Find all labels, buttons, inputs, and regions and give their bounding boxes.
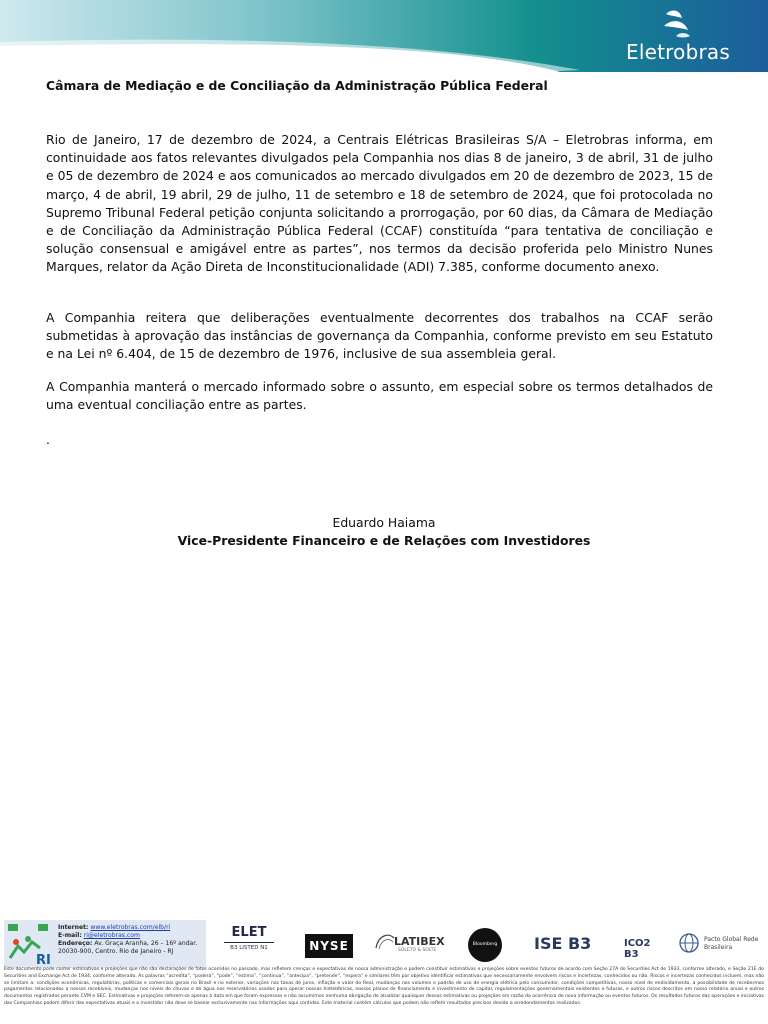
ri-logo [6, 922, 52, 966]
email-label: E-mail: [58, 932, 82, 939]
pacto-global-badge [678, 930, 762, 966]
contact-info [58, 924, 206, 956]
eletrobras-logo [598, 6, 758, 66]
bloomberg-badge [468, 928, 502, 962]
address-text: Av. Graça Aranha, 26 – 16º andar. 20030-900, Centro. Rio de Janeiro - RJ [58, 940, 198, 955]
paragraph-1: Rio de Janeiro, 17 de dezembro de 2024, a Centrais Elétricas Brasileiras S/A – Eletrobras informa, em continuidade aos fatos relevantes divulgados pela Companhia nos dias 8 de janeiro, 3 de abril, 31 de julho e 05 de dezembro de 2024 e aos comunicados ao mercado divulgados em 20 de dezembro de 2023, 15 de março, 4 de abril, 19 abril, 29 de julho, 11 de setembro e 18 de setembro de 2024, que foi protocolada no Supremo Tribunal Federal petição conjunta solicitando a prorrogação, por 60 dias, da Câmara de Mediação e de Conciliação da Administração Pública Federal (CCAF) constituída “para tentativa de conciliação e solução consensual e amigável entre as partes”, nos termos da decisão proferida pelo Ministro Nunes Marques, relator da Ação Direta de Inconstitucionalidade (ADI) 7.385, conforme documento anexo. [46, 132, 713, 275]
latibex-icon [374, 930, 396, 952]
latibex-text: LATIBEX [394, 935, 445, 948]
brand-name: Eletrobras [626, 40, 730, 64]
ise-text: ISE B3 [534, 934, 592, 953]
globe-icon [678, 932, 700, 954]
trailing-mark: . [46, 432, 50, 447]
pacto-text: Pacto Global Rede Brasileira [704, 936, 759, 951]
paragraph-3: A Companhia manterá o mercado informado sobre o assunto, em especial sobre os termos detalhados de uma eventual conciliação entre as partes. [46, 379, 713, 413]
document-title: Câmara de Mediação e de Conciliação da Administração Pública Federal [46, 78, 548, 93]
elet-badge [218, 926, 280, 962]
elet-text: ELET [231, 925, 267, 940]
ico2-text: ICO2 B3 [624, 938, 651, 960]
email-link[interactable]: ri@eletrobras.com [83, 932, 140, 939]
ri-text: RI [36, 953, 51, 966]
ise-badge [534, 934, 598, 970]
address-label: Endereço: [58, 940, 93, 947]
nyse-badge [305, 934, 353, 958]
elet-sub: B3 LISTED N1 [230, 945, 268, 951]
bloomberg-text: Bloomberg [472, 942, 498, 947]
nyse-text: NYSE [309, 939, 349, 953]
internet-label: Internet: [58, 924, 89, 931]
paragraph-2: A Companhia reitera que deliberações eventualmente decorrentes dos trabalhos na CCAF serão submetidas à aprovação das instâncias de governança da Companhia, conforme previsto em seu Estatuto e na Lei nº 6.404, de 15 de dezembro de 1976, inclusive de sua assembleia geral. [46, 310, 713, 362]
internet-link[interactable]: www.eletrobras.com/elb/ri [90, 924, 171, 931]
legal-disclaimer: Este documento pode conter estimativas e projeções que não são declarações de fatos ocorridos no passado, mas refletem crenças e expectativas de nossa administração e podem constituir estimativas e projeções sobre eventos futuros de acordo com Seção 27A do Securities Act de 1933, conforme alterado, e Seção 21E do Securities and Exchange Act de 1934, conforme alterado. As palavras “acredita”, “poderá”, “pode”, “estima”, “continua”, “antecipa”, “pretende”, “espera” e similares têm por objetivo identificar estimativas que necessariamente envolvem riscos e incertezas, conhecidos ou não. Riscos e incertezas conhecidos incluem, mas não se limitam a: condições econômicas, regulatórias, políticas e comerciais gerais no Brasil e no exterior, variações nas taxas de juros, inflação e valor do Real, mudanças nos volumes e padrão de uso de energia elétrica pelo consumidor, condições competitivas, nosso nível de endividamento, a possibilidade de recebermos pagamentos relacionados a nossos recebíveis, mudanças nos níveis de chuvas e de água nos reservatórios usados para operar nossas hidrelétricas, nossos planos de financiamento e investimento de capital, regulamentações governamentais existentes e futuras, e outros riscos descritos em nosso relatório anual e outros documentos registrados perante CVM e SEC. Estimativas e projeções referem-se apenas à data em que foram expressas e não assumimos nenhuma obrigação de atualizar quaisquer dessas estimativas ou projeções em razão da ocorrência de nova informação ou eventos futuros. Os resultados futuros das operações e iniciativas das Companhias podem diferir das expectativas atuais e o investidor não deve se basear exclusivamente nas informações aqui contidas. Este material contém cálculos que podem não refletir resultados precisos devido a arredondamentos realizados. [4, 967, 764, 1006]
leaf-icon [658, 6, 698, 40]
latibex-badge [374, 926, 450, 962]
latibex-sub: SOLETO & SOLTE [398, 948, 437, 953]
signatory-role: Vice-Presidente Financeiro e de Relações com Investidores [177, 533, 591, 548]
signatory-name: Eduardo Haiama [332, 515, 436, 530]
